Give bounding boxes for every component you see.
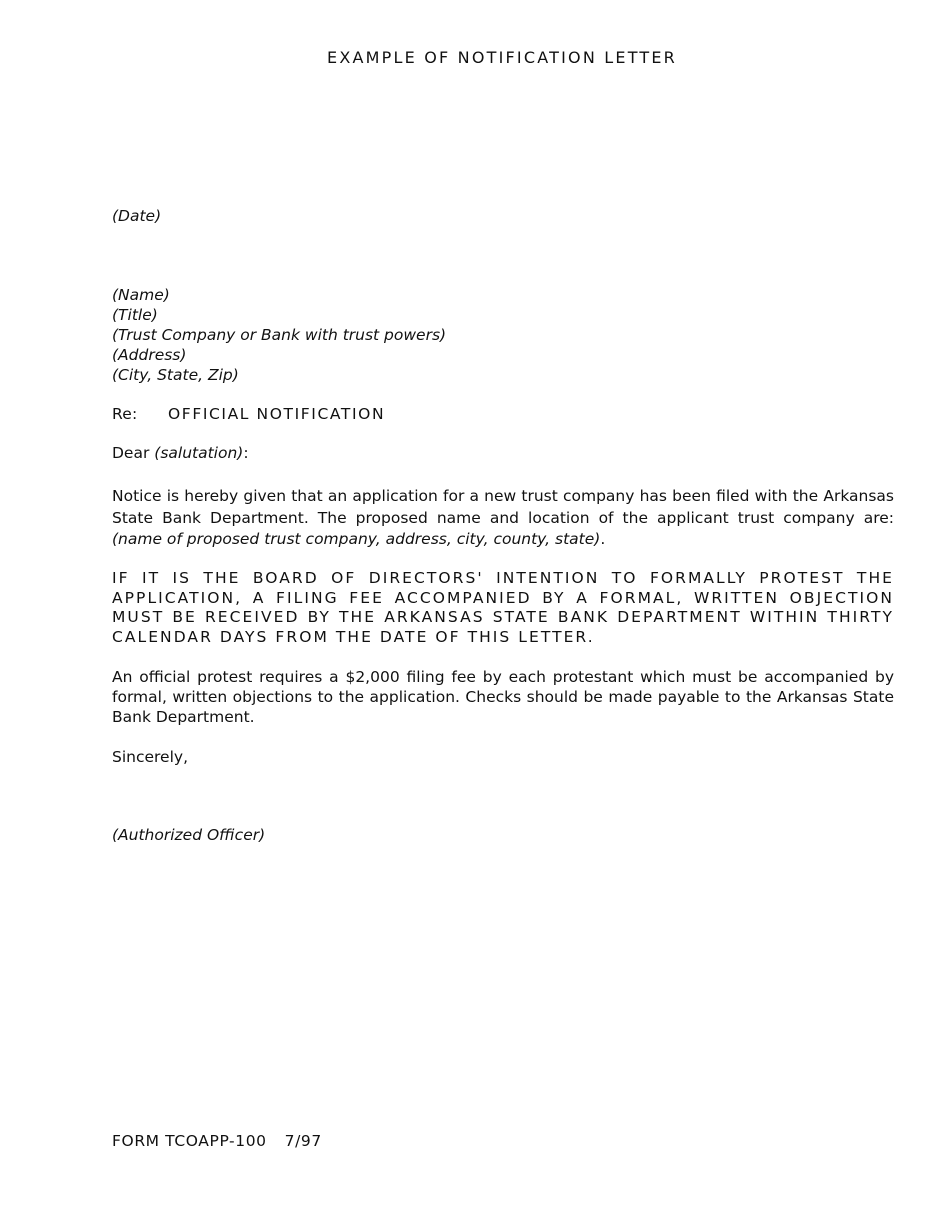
notice-end: . (600, 530, 606, 548)
recipient-organization: (Trust Company or Bank with trust powers) (112, 326, 447, 344)
notice-text: Notice is hereby given that an application for a new trust company has been filed with the Arkansas State Bank Department. The proposed name and location of the applicant trust company are: (112, 487, 894, 527)
recipient-city-state-zip: (City, State, Zip) (112, 366, 239, 384)
salutation-line (112, 443, 894, 463)
form-footer (112, 1131, 894, 1151)
form-number: FORM TCOAPP-100 (112, 1132, 267, 1150)
recipient-title: (Title) (112, 306, 158, 324)
salutation-placeholder: (salutation) (154, 444, 244, 462)
signatory-placeholder: (Authorized Officer) (112, 826, 266, 844)
re-subject: OFFICIAL NOTIFICATION (168, 405, 386, 423)
salutation-suffix: : (243, 444, 249, 462)
re-line (112, 404, 894, 424)
protest-warning-paragraph: IF IT IS THE BOARD OF DIRECTORS' INTENTION TO FORMALLY PROTEST THE APPLICATION, A FILING FEE ACCOMPANIED BY A FORMAL, WRITTEN OBJECTION MUST BE RECEIVED BY THE ARKANSAS STATE BANK DEPARTMENT WITHIN THIRTY CALENDAR DAYS FROM THE DATE OF THIS LETTER. (112, 569, 894, 647)
recipient-address-block (112, 285, 894, 385)
re-label: Re: (112, 405, 138, 423)
recipient-name: (Name) (112, 286, 170, 304)
recipient-address: (Address) (112, 346, 187, 364)
salutation-prefix: Dear (112, 444, 155, 462)
date-placeholder: (Date) (112, 207, 162, 225)
notice-placeholder: (name of proposed trust company, address, city, county, state) (112, 530, 601, 548)
page-title: EXAMPLE OF NOTIFICATION LETTER (327, 48, 677, 67)
notice-paragraph (112, 486, 894, 551)
form-revision: 7/97 (284, 1132, 322, 1150)
protest-fee-paragraph: An official protest requires a $2,000 filing fee by each protestant which must be accompanied by formal, written objections to the application. Checks should be made payable to the Arkansas State Bank Department. (112, 668, 894, 726)
closing: Sincerely, (112, 748, 189, 766)
